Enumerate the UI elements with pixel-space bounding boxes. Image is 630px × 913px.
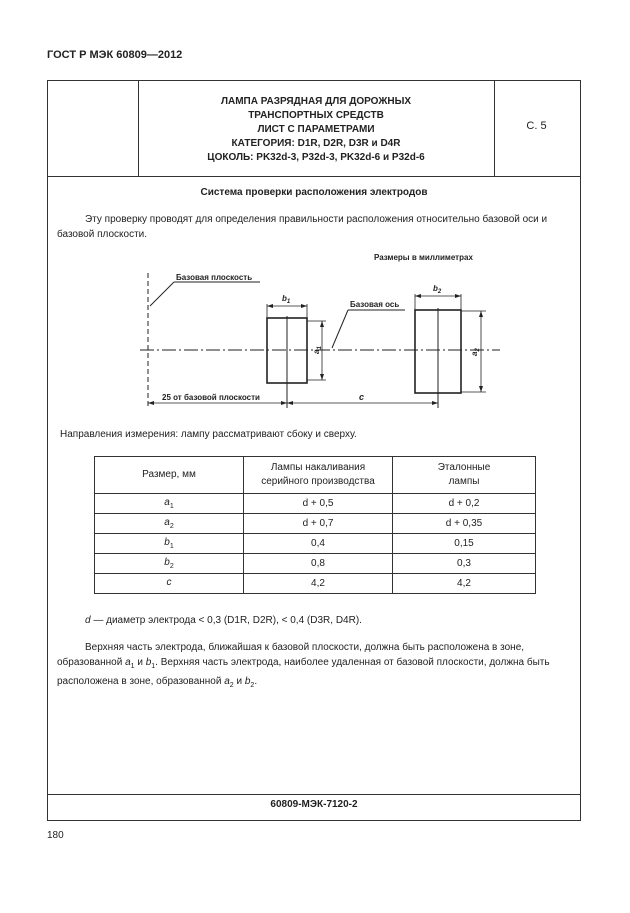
base-plane-label: Базовая плоскость (176, 273, 253, 282)
title-block (138, 95, 494, 165)
a2-label: $a_2$ (470, 348, 481, 356)
table-row (95, 554, 536, 574)
size-cell: $b_2$ (95, 554, 244, 574)
serial-cell: 0,8 (244, 554, 393, 574)
table-row (95, 534, 536, 554)
b2-arrow-right (455, 294, 461, 298)
b1-arrow-right (301, 304, 307, 308)
footer-top-rule (48, 794, 580, 795)
section-title: Система проверки расположения электродов (200, 187, 428, 198)
a1-arrow-top (320, 321, 324, 327)
header-serial-line: серийного производства (261, 476, 375, 487)
c-arrow-right (432, 401, 438, 405)
title-line: ЛИСТ С ПАРАМЕТРАМИ (257, 124, 375, 135)
electrode-drawing (140, 268, 500, 413)
page-number: 180 (47, 830, 64, 841)
b1-label: $b_1$ (282, 294, 291, 305)
distance-arrow-right (281, 401, 287, 405)
parameters-table (94, 456, 536, 594)
size-cell: $b_1$ (95, 534, 244, 554)
a1-label: $a_1$ (312, 346, 323, 354)
c-arrow-left (287, 401, 293, 405)
size-cell: $a_1$ (95, 494, 244, 514)
document-header: ГОСТ Р МЭК 60809—2012 (47, 49, 183, 61)
reference-cell: 0,15 (393, 534, 536, 554)
title-bottom-rule (48, 176, 580, 177)
serial-cell: d + 0,5 (244, 494, 393, 514)
title-line: ТРАНСПОРТНЫХ СРЕДСТВ (248, 110, 384, 121)
table-header-row (95, 457, 536, 494)
reference-cell: 0,3 (393, 554, 536, 574)
table-row (95, 494, 536, 514)
a1-arrow-bottom (320, 374, 324, 380)
base-axis-label: Базовая ось (350, 300, 400, 309)
reference-cell: 4,2 (393, 574, 536, 594)
c-label: c (359, 392, 365, 402)
header-size: Размер, мм (95, 457, 244, 494)
size-cell: $a_2$ (95, 514, 244, 534)
intro-paragraph: Эту проверку проводят для определения правильности расположения относительно базовой оси и базовой плоскости. (57, 214, 548, 240)
b2-arrow-left (415, 294, 421, 298)
size-cell: c (95, 574, 244, 594)
title-line: ЛАМПА РАЗРЯДНАЯ ДЛЯ ДОРОЖНЫХ (220, 96, 412, 107)
table-row (95, 574, 536, 594)
measurement-direction: Направления измерения: лампу рассматривают сбоку и сверху. (60, 429, 357, 440)
reference-cell: d + 0,35 (393, 514, 536, 534)
serial-cell: 4,2 (244, 574, 393, 594)
reference-cell: d + 0,2 (393, 494, 536, 514)
serial-cell: d + 0,7 (244, 514, 393, 534)
base-plane-leader (150, 282, 174, 306)
header-reference-line: лампы (448, 476, 480, 487)
header-serial-line: Лампы накаливания (270, 462, 366, 473)
header-reference-line: Эталонные (437, 462, 491, 473)
footer-code: 60809-МЭК-7120-2 (270, 799, 358, 810)
page-reference: С. 5 (526, 120, 547, 132)
distance-label: 25 от базовой плоскости (162, 393, 260, 402)
dimensions-note: Размеры в миллиметрах (374, 253, 473, 262)
diameter-note: d — диаметр электрода < 0,3 (D1R, D2R), < 0,4 (D3R, D4R). (85, 615, 362, 626)
serial-cell: 0,4 (244, 534, 393, 554)
header-reference (393, 457, 536, 494)
distance-arrow-left (148, 401, 154, 405)
b1-arrow-left (267, 304, 273, 308)
a2-arrow-top (479, 311, 483, 317)
b2-label: $b_2$ (433, 284, 442, 295)
title-line: КАТЕГОРИЯ: D1R, D2R, D3R и D4R (231, 138, 401, 149)
table-row (95, 514, 536, 534)
base-axis-leader (332, 310, 348, 348)
zone-paragraph: Верхняя часть электрода, ближайшая к базовой плоскости, должна быть расположена в зоне, образованной $a_1$ и $b_1$. Верхняя часть электрода, наиболее удаленная от базовой плоскости, должна быть расположена в зоне, образованной $a_2$ и $b_2$. (57, 642, 550, 689)
header-serial (244, 457, 393, 494)
title-line: ЦОКОЛЬ: PK32d-3, P32d-3, PK32d-6 и P32d-6 (207, 152, 425, 163)
a2-arrow-bottom (479, 386, 483, 392)
